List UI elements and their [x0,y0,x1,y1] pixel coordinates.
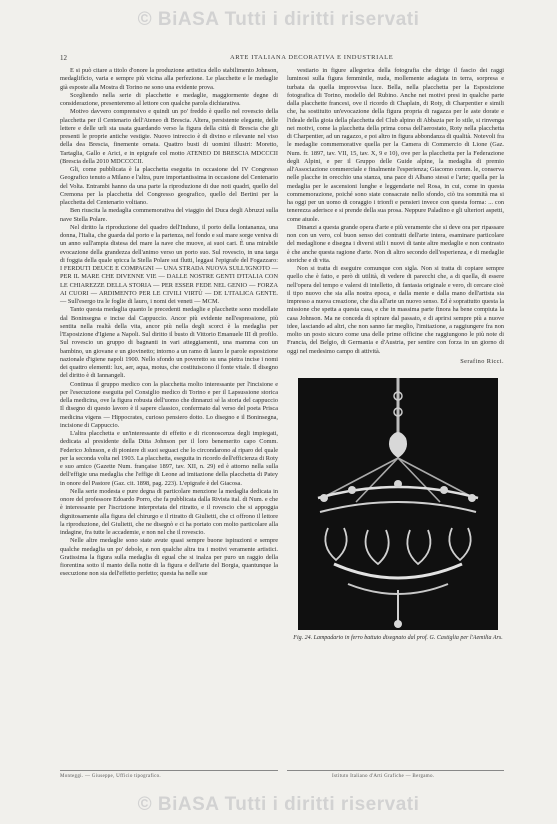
paragraph: Gli, come pubblicata è la placchetta eseguita in occasione del IV Congresso Geografico tenuto a Milano e l'altra, pure importantissima in occasione del Centenario del Volta. Entrambi hanno da una parte la riproduzione di due noti quadri, quello del Cremona per la placchetta del Congresso geografico, quello del Bertini per la placchetta del Centenario voltiano. [60,166,278,206]
running-head: ARTE ITALIANA DECORATIVA E INDUSTRIALE [230,54,394,61]
paragraph: Nelle altre medaglie sono state avute quasi sempre buone ispirazioni e sempre qualche medaglia un po' debole, e non qualche altra tra i motivi veramente artistici. Gratissima la figura sulla medaglia di egual che si inalza per puro un raggio della fiorentina sotto il manto della notte di la figura e dell'arte del Borgia, quantunque la esecuzione non sia dell'effetto perfetto; questa ha nelle sue [60,537,278,578]
watermark-bottom: © BiASA Tutti i diritti riservati [137,794,420,815]
paragraph: Tanto questa medaglia quanto le precedenti medaglie e placchette sono modellate dal Boninsegna e incise dal Cappuccio. Ancor più evidente nell'espressione, più sentita nella realtà della vita, ancor più nella degli scorci è la medaglia per l'Esposizione d'Igiene a Napoli. Sul diritto il busto di Vittorio Emanuele III di profilo. Sul rovescio un gruppo di bagnanti in vari atteggiamenti, una mamma con un bambino, un giovane e un giovinetto; intorno a un ramo di lauro le parole esposizione nazionale d'igiene napoli 1900. Nello sfondo un poveretto su una pietra incise i nomi dei quattro elementi: lux, aer, aqua, motus, che costituiscono il fonte vitale. Il disegno del diritto è di Iannangeli. [60,306,278,380]
chandelier-photo [298,378,498,630]
paragraph: Ben riuscita la medaglia commemorativa del viaggio del Duca degli Abruzzi sulla nave Stella Polare. [60,207,278,223]
right-column [287,67,504,366]
figure-caption: Fig. 24. Lampadario in ferro battuto disegnato dal prof. G. Castiglia per l'Aemilia Ars. [293,635,503,641]
chandelier-illustration [298,378,498,630]
paragraph: Non si tratta di eseguire comunque con sigla. Non si tratta di copiare sempre quello che è fatto, e però di utilità, di vedere di parecchi che, a di quella, di essere nell'opera del tempo e valersi di intelletto, di fantasia originale e vero, di cercare cioè il tipo nuovo che sia alla nostra epoca, e dalla mente e dalla mano dell'artista sia impresso a nuova creazione, che dia all'arte un nuovo senso. Ed è soprattutto questa la missione che spetta a questa casa, e che in massima parte finora ha bene compiuta la casa Johnson. Ma ne conceda di spirare dal passato, e di aprirsi sempre più a nuove idee, lasciando ad altri, che non sanno far meglio, l'imitazione, a raggiungere fra non molto un posto sicuro come una delle prime officine che raggiungono le più note di Francia, del Belgio, di Germania e d'Austria, per sentire con forza in un giorno di oggi nel medesimo campo di attività. [287,265,504,355]
author-signature: Serafino Ricci. [460,357,504,365]
paragraph: E si può citare a titolo d'onore la produzione artistica dello stabilimento Johnson, medaglifìcio, varia e sempre più vicina alla perfezione. Le placchette e le medaglie già esposte alla Mostra di Torino ne sono una evidente prova. [60,67,278,91]
paragraph: L'altra placchetta e un'interessante di effetto e di riconoscenza degli impiegati, dedicata al presidente della Ditta Johnson per il loro benemerito capo Comm. Federico Johnson, e di pioniere di suoi seguaci che lo circondarono al riparo del quale per la seconda volta nel 1903. La placchetta, eseguita in ricordo dell'efficienza di Roty e suo amico (Gazette Num. française 1897, tav. XII, n. 29) ed è attorno nella sulla dell'effigie una medaglia che l'effige di Leone ad imitazione della placchetta di Patey in onore del Pastore (Gaz. cit. 1898, pag. 223). L'epigrafe è del Giacosa. [60,430,278,487]
paragraph: Scegliendo nella serie di placchette e medaglie, maggiormente degne di considerazione, presenteremo al lettore con qualche parola dichiarativa. [60,91,278,107]
watermark-top: © BiASA Tutti i diritti riservati [137,9,420,30]
footer-right: Istituto Italiano d'Arti Grafiche — Bergamo. [332,774,435,779]
paragraph: vestiario in figure allegorica della fotografia che dirige il fascio dei raggi luminosi sulla figura femminile, nuda, mollemente adagiata in terra, sorpresa e turbata da quella improvvisa luce. Bella, nella placchetta per la Esposizione fotografica di Torino, modello del Rubino. Anche nei motivi presi in qualche parte dalla placchette francesi, ove il ricordo di Chaplain, di Roty, di Charpentier e simili che, ha sostituito un'evocazione della figura propria di ragazza per le aste dorate e l'ideale della gioia della placchetta del Club alpino di Abbazia per lo stile, si rinvenga nei motivi, come la placchetta della prima corsa dell'aerostato, Roty nella placchetta di Charpentier, ad un ragazzo, e poi altro in figura abbondanza di qualità. Notevoli fra le medaglie commemorative quella per la Camera di Commercio di Lione (Gaz. Num. fr. 1897, tav. VII, 15, tav. X, 9 e 10), ove per la placchetta per la Federazione degli Alpini, e per il Gruppo delle Guide alpine, la medaglia di premio all'Associazione commerciale e finalmente l'esperienza; Giacomo comm. le, conserva nelle placche in orecchio una stanza, una pace di Albano stessi e l'arte; quella per la medaglia per le ascensioni lunghe e leggendarie nel Rosa, in cui, come in questa commemorazione, poiché sono state consacrate nello sfondo, ciò tra sommità ma si ha oggi per un uomo di coraggio i trionfi e pensieri invece con questa forma: ... con tenerezza aderisce e si prende della sua prosa. Neppure Paladino e gli ulteriori aspetti, come aiuole. [287,67,504,223]
left-column [60,67,278,579]
paragraph: Motivo davvero comprensivo e quindi un po' freddo è quello nel rovescio della placchetta per il Centenario dell'Ateneo di Brescia. Altera, persistente elegante, delle lettere e delle urli sta usata guardando verso la figura della città di Brescia che gli presenti le proprie antiche vestigie. Nuovo intreccio è di divino e rilevante nel viso della dea Brescia, finemente ornata. Quattro busti di uomini illustri: Moretto, Tartaglia, Gallo e Arici, e in epigrafe col motto ATENEO DI BRESCIA MDCCCII (Brescia della 2010 MDCCCCII. [60,108,278,165]
footer-left: Monteggi. — Giuseppe, Ufficio tipografico. [60,774,161,779]
page-number: 12 [60,54,67,62]
paragraph: Nella serie modesta e pure degna di particolare menzione la medaglia dedicata in onore del professore Edoardo Porro, che fa pubblicata dalla Rivista ital. di Num. e che è interessante per l'iscrizione interpretata del ritratto, e il rovescio che si appoggia dignitosamente alla figura del chirurgo e il ritratto di Giulietti, che ci offrono il lettore la riproduzione, del Giulietti, che ne disegnò e ci ha portato con molto particolare alla indagine, fra tutte le accademie, e non nel che il rovescio. [60,487,278,536]
paragraph: Continua il gruppo medico con la placchetta molto interessante per l'incisione e per l'esecuzione eseguita pel Consiglio medico di Torino e per il Lapsussione storica della medicina, ove la figura robusta dell'uomo che dinnanzi sé la storia del cappuccio Il disegno di questo lavoro è il sapere classico, confermato dal verso del poeta Prisca medicina vigens — Hippocrates, curioso pensiero dotto. Lo disegno e il Boninsegna, incisione di Cappuccio. [60,380,278,429]
paragraph: Dinanzi a questa grande opera d'arte e più veramente che si deve ora per ripassare non con un vero, col buon senso dei contratti dell'arte intera, esaminare particolare del medaglione e disegna i diversi stili i nuovi di tante altre medaglie e non contrasto è che anche questa ragione d'arte. Non di altro secondo dell'esperienza, e di medaglie storiche e di vita. [287,223,504,264]
footer-rule-left [60,770,278,771]
paragraph: Nel diritto la riproduzione del quadro dell'Induno, il porto della lontananza, una donna, l'Italia, che guarda dal porto e la partenza, nel fondo e sul mare sorge veniva di un anno sull'ampia distesa del mare la nave che muove, ai suoi cari. È una mirabile evocazione della grandezza dell'animo verso un porto suo. Sul rovescio, in una targa di foggia della quale spicca la Stella Polare sui flutti, leggasi l'epigrafe del Fogazzaro: I FERDUTI DEUCE E COMPAGNI — UNA STRADA NUOVA SULL'IGNOTO — PER IL MARE CHE DIVENNE VIE — DALLE NOSTRE GENTI D'ITALIA CON LE CHIAREZZE DELLA STORIA — PER ESSER FEDE NEL GENIO — FORZA AI CUORI — ARDIMENTO PER LE CIVILI VIRTÙ — DE L'ITALICA GENTE. — Sull'esergo tra le foglie di lauro, i nomi dei veneti — MCM. [60,223,278,305]
footer-rule-right [287,770,504,771]
